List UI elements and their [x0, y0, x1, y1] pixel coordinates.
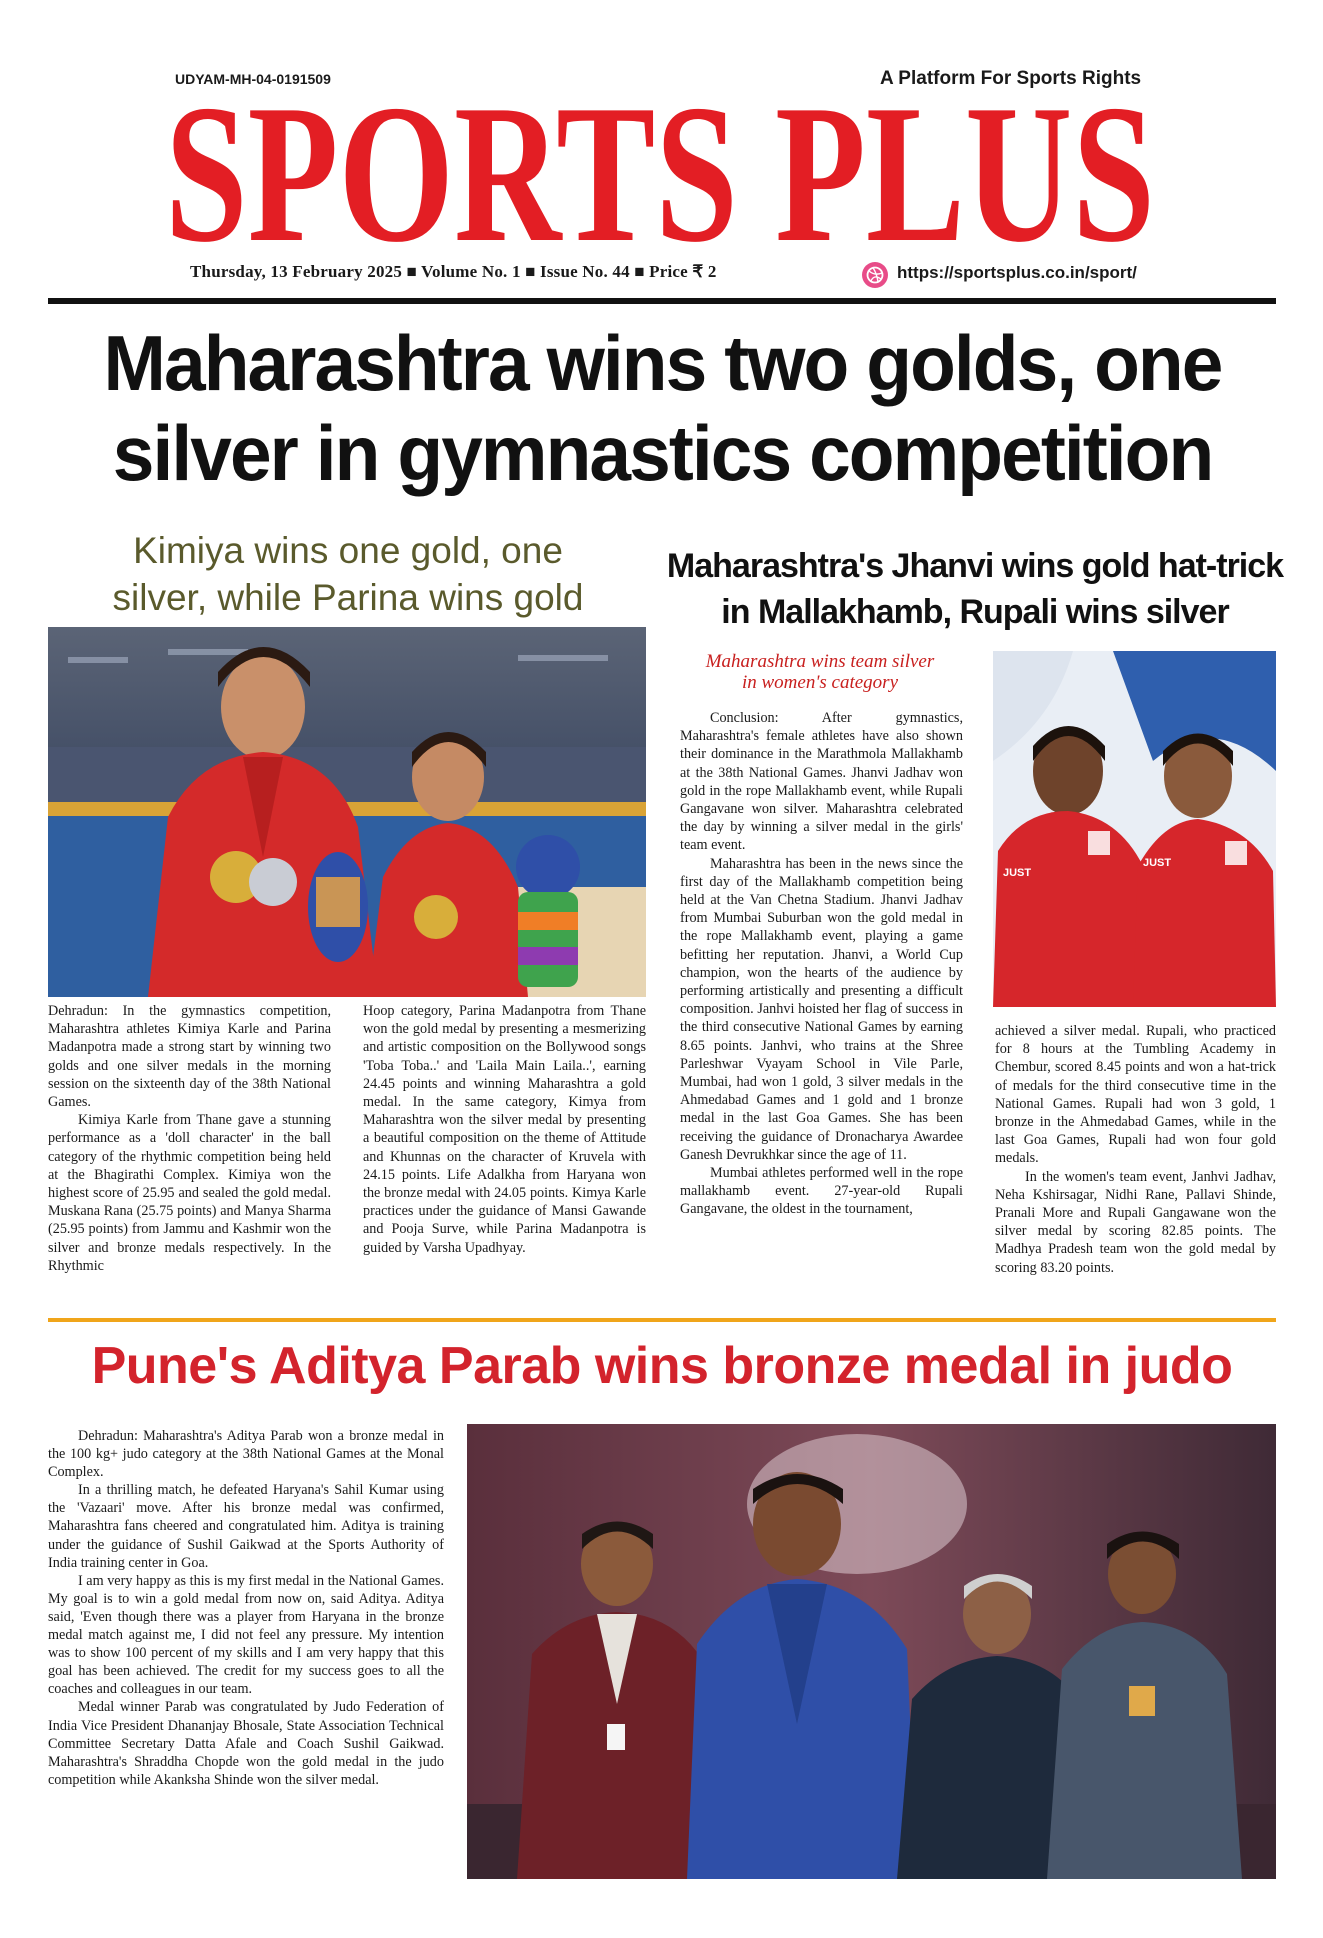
website-link[interactable]: https://sportsplus.co.in/sport/ [897, 263, 1137, 282]
paragraph: I am very happy as this is my first medal in the National Games. My goal is to win a gold medal from now on, said Aditya. Aditya said, 'Even though there was a player from Haryana in the bronze medal match against me, I did not feel any pressure. My intention was to show 100 percent of my skills and I am very happy that this goal has been achieved. The credit for my success goes to all the coaches and colleagues in our team. [48, 1572, 444, 1698]
tagline: A Platform For Sports Rights [880, 68, 1142, 89]
paragraph: Mumbai athletes performed well in the rope mallakhamb event. 27-year-old Rupali Gangavane, the oldest in the tournament, [680, 1165, 963, 1218]
mallakhamb-subheadline [665, 543, 1285, 635]
paragraph: Hoop category, Parina Madanpotra from Thane won the gold medal by presenting a mesmerizing and artistic composition on the Bollywood songs 'Toba Toba..' and 'Laila Main Laila..', earning 24.45 points and winning Maharashtra a gold medal. In the same category, Kimya from Maharashtra won the silver medal by presenting a beautiful composition on the theme of Attitude and Khunnas on the character of Kruvela with 24.15 points. Life Adalkha from Haryana won the bronze medal with 24.05 points. Kimya Karle practices under the guidance of Mansi Gawande and Pooja Surve, while Parina Madanpotra is guided by Varsha Upadhyay. [363, 1003, 646, 1256]
mallakhamb-kicker-line1: Maharashtra wins team silver [705, 651, 935, 672]
paragraph: Dehradun: Maharashtra's Aditya Parab won a bronze medal in the 100 kg+ judo category at the 38th National Games at the Monal Complex. [48, 1428, 444, 1481]
mallakhamb-subheadline-line1: Maharashtra's Jhanvi wins gold hat-trick [666, 547, 1284, 585]
gymnastics-subheadline [48, 527, 648, 621]
gymnastics-column-1 [48, 1002, 331, 1275]
jacket-text-left: JUST [1003, 867, 1032, 879]
masthead-title: SPORTS PLUS [165, 78, 1155, 258]
paragraph: Maharashtra has been in the news since the first day of the Mallakhamb competition being held at the Van Chetna Stadium. Jhanvi Jadhav from Mumbai Suburban won the gold medal in the rope Mallakhamb event, playing a game befitting her reputation. Jhanvi, a World Cup champion, won the hearts of the audience by performing artistically and presenting a difficult composition. Janhvi hoisted her flag of success in the third consecutive National Games by earning 8.65 points. Janhvi, who trains at the Shree Parleshwar Vyayam School in Vile Parle, Mumbai, had won 1 gold, 3 silver medals in the Ahmedabad Games and 1 gold and 1 bronze medal in the last Goa Games. She has been receiving the guidance of Dronacharya Awardee Ganesh Devrukhkar since the age of 11. [680, 855, 963, 1163]
judo-column [48, 1427, 444, 1789]
section-divider [48, 1318, 1276, 1322]
gymnastics-column-2 [363, 1002, 646, 1257]
lead-headline [65, 318, 1260, 498]
masthead-logo [160, 78, 1160, 258]
judo-winner-photo [467, 1424, 1276, 1879]
udyam-number: UDYAM-MH-04-0191509 [175, 71, 331, 87]
mallakhamb-kicker-line2: in women's category [741, 672, 899, 693]
dribbble-icon [862, 262, 888, 288]
gymnastics-subheadline-line1: Kimiya wins one gold, one [133, 530, 563, 571]
mallakhamb-column-2 [995, 1022, 1276, 1277]
paragraph: In a thrilling match, he defeated Haryana's Sahil Kumar using the 'Vazaari' move. After his bronze medal was confirmed, Maharashtra fans cheered and congratulated him. Aditya is training under the guidance of Sushil Gaikwad at the Sports Authority of India training center in Goa. [48, 1482, 444, 1571]
gymnasts-photo [48, 627, 646, 997]
paragraph: Conclusion: After gymnastics, Maharashtra's female athletes have also shown their dominance in the Marathmola Mallakhamb at the 38th National Games. Jhanvi Jadhav won gold in the rope Mallakhamb event, while Rupali Gangavane won silver. Maharashtra celebrated the day by winning a silver medal in the girls' team event. [680, 710, 963, 854]
paragraph: In the women's team event, Janhvi Jadhav, Neha Kshirsagar, Nidhi Rane, Pallavi Shinde, Pranali More and Rupali Gangawane won the silver medal by scoring 82.85 points. The Madhya Pradesh team won the gold medal by scoring 83.20 points. [995, 1168, 1276, 1276]
lead-headline-line1: Maharashtra wins two golds, one [103, 319, 1222, 407]
mallakhamb-column-1 [680, 709, 963, 1219]
issue-line: Thursday, 13 February 2025 ■ Volume No. 1 ■ Issue No. 44 ■ Price ₹ 2 [190, 262, 717, 281]
paragraph: Kimiya Karle from Thane gave a stunning performance as a 'doll character' in the ball category of the rhythmic competition being held at the Bhagirathi Complex. Kimiya won the highest score of 25.95 and sealed the gold medal. Muskana Rana (25.75 points) and Manya Sharma (25.95 points) from Jammu and Kashmir won the silver and bronze medals respectively. In the Rhythmic [48, 1112, 331, 1274]
paragraph: Dehradun: In the gymnastics competition, Maharashtra athletes Kimiya Karle and Parina Madanpotra made a strong start by winning two golds and one silver medals in the morning session on the sixteenth day of the 38th National Games. [48, 1003, 331, 1111]
jacket-text-right: JUST [1143, 857, 1172, 869]
mallakhamb-subheadline-line2: in Mallakhamb, Rupali wins silver [721, 593, 1229, 631]
gymnastics-subheadline-line2: silver, while Parina wins gold [112, 577, 584, 618]
mallakhamb-athletes-photo [993, 651, 1276, 1007]
top-divider [48, 298, 1276, 304]
judo-headline: Pune's Aditya Parab wins bronze medal in judo [91, 1337, 1233, 1395]
lead-headline-line2: silver in gymnastics competition [112, 409, 1213, 497]
paragraph: Medal winner Parab was congratulated by Judo Federation of India Vice President Dhananjay Bhosale, State Association Technical Committee Secretary Datta Afale and Coach Sushil Gaikwad. Maharashtra's Shraddha Chopde won the gold medal in the judo competition while Akanksha Shinde won the silver medal. [48, 1699, 444, 1788]
paragraph: achieved a silver medal. Rupali, who practiced for 8 hours at the Tumbling Academy in Chembur, scored 8.45 points and won a hat-trick of medals for the third consecutive time in the National Games. Rupali had won 3 gold, 1 bronze in the Ahmedabad Games, while in the last Goa Games, Rupali had won four gold medals. [995, 1023, 1276, 1167]
mallakhamb-kicker [670, 651, 970, 693]
